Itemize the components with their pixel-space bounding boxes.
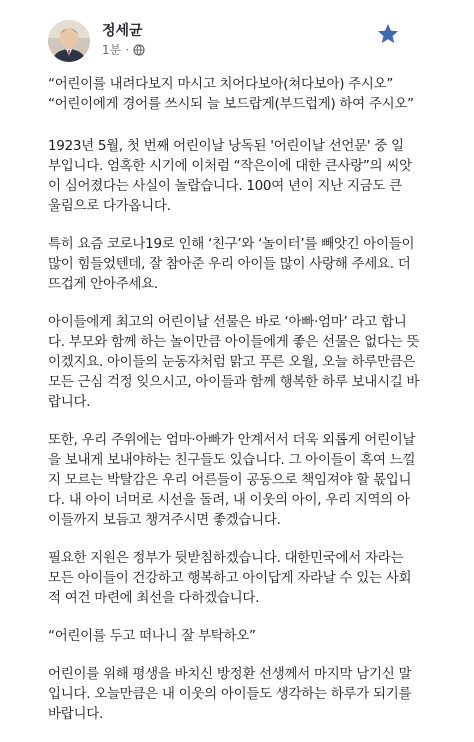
star-icon[interactable]: [376, 22, 400, 46]
post-header: [0, 0, 474, 70]
paragraph-gift: 아이들에게 최고의 어린이날 선물은 바로 ‘아빠·엄마’ 라고 합니 다. 부모와 함께 하는 놀이만큼 아이들에게 좋은 선물은 없다는 뜻 이겠지요. 아이들의 눈동자처럼 맑고 푸른 오월, 오늘 하루만큼은 모든 근심 걱정 잊으시고, 아이들과 함께 행복한 하루 보내시길 바 랍니다.: [48, 314, 420, 410]
meta-separator: ·: [125, 43, 130, 57]
paragraph-neighbors: 또한, 우리 주위에는 엄마·아빠가 안계서서 더욱 외롭게 어린이날 을 보내게 보내야하는 친구들도 있습니다. 그 아이들이 혹여 느낄 지 모르는 박탈감은 우리 어른들이 공동으로 책임져야 할 몫입니 다. 내 아이 너머로 시선을 돌려, 내 이웃의 아이, 우리 지역의 아 이들까지 보듬고 챙겨주시면 좋겠습니다.: [48, 432, 416, 528]
post-time[interactable]: 1분: [102, 43, 122, 57]
closing-quote: “어린이를 두고 떠나니 잘 부탁하오”: [48, 628, 256, 644]
paragraph-government: 필요한 지원은 정부가 뒷받침하겠습니다. 대한민국에서 자라는 모든 아이들이 건강하고 행복하고 아이답게 자라날 수 있는 사회 적 여건 마련에 최선을 다하겠습니다.: [48, 550, 412, 606]
author-name[interactable]: 정세균: [102, 23, 143, 39]
avatar[interactable]: [48, 20, 90, 62]
globe-icon: [133, 44, 145, 56]
paragraph-1923-declaration: 1923년 5월, 첫 번째 어린이날 낭독된 '어린이날 선언문' 중 일 부입니다. 엄혹한 시기에 이처럼 “작은이에 대한 큰사랑”의 씨앗 이 심어졌다는 사실이 놀랍습니다. 100여 년이 지난 지금도 큰 울림으로 다가옵니다.: [48, 138, 412, 214]
paragraph-bang-jeonghwan: 어린이를 위해 평생을 바치신 방정환 선생께서 마지막 남기신 말 입니다. 오늘만큼은 내 이웃의 아이들도 생각하는 하루가 되기를 바랍니다.: [48, 666, 412, 722]
profile-photo: [48, 20, 90, 62]
post-body: [48, 74, 448, 742]
post-meta: [102, 42, 145, 58]
paragraph-covid: 특히 요즘 코로나19로 인해 ‘친구’와 ‘놀이터’를 빼앗긴 아이들이 많이 힘들었텐데, 잘 참아준 우리 아이들 많이 사랑해 주세요. 더 뜨겁게 안아주세요.: [48, 236, 415, 292]
opening-quote: “어린이를 내려다보지 마시고 치어다보아(쳐다보아) 주시오” “어린이에게 경어를 쓰시되 늘 보드랍게(부드럽게) 하여 주시오”: [48, 76, 414, 112]
